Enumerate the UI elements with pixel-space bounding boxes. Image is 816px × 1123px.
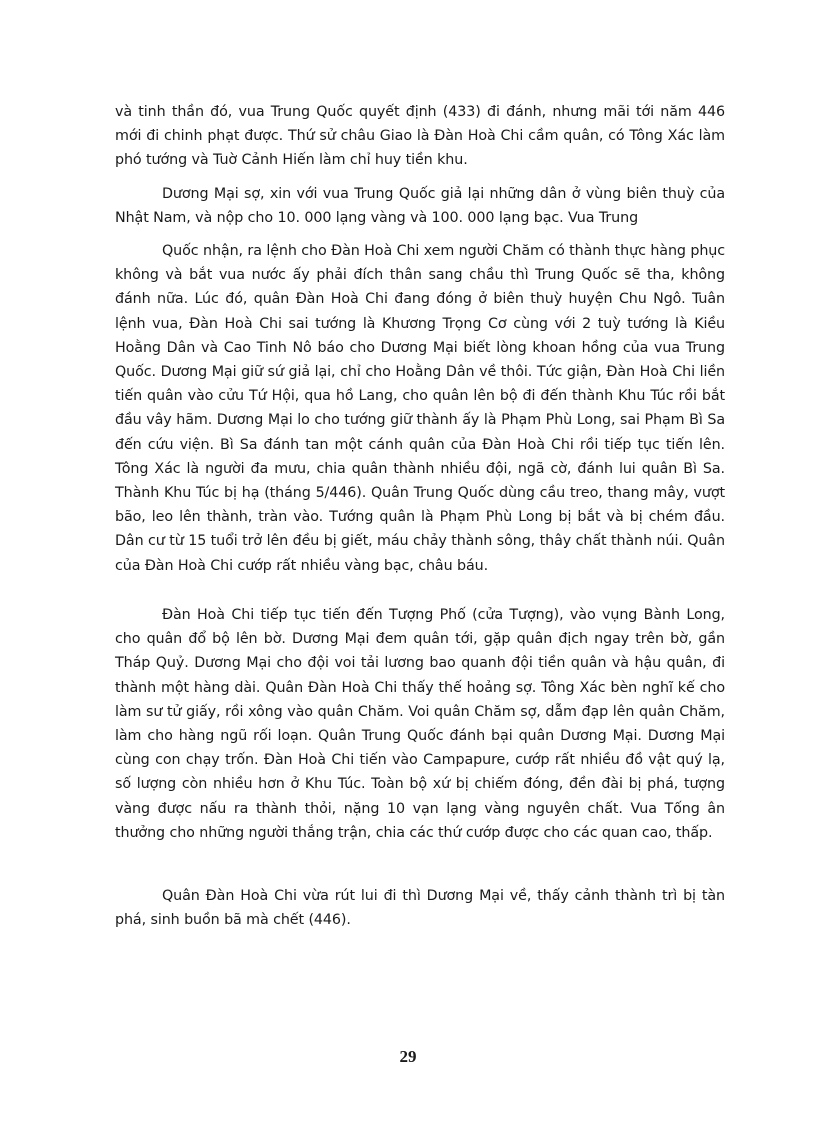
paragraph-5: Quân Đàn Hoà Chi vừa rút lui đi thì Dương Mại về, thấy cảnh thành trì bị tàn phá, sinh buồn bã mà chết (446). [115,888,725,929]
paragraph-2: Dương Mại sợ, xin với vua Trung Quốc giả lại những dân ở vùng biên thuỳ của Nhật Nam, và nộp cho 10. 000 lạng vàng và 100. 000 lạng bạc. Vua Trung [115,186,725,227]
paragraph-block-3 [115,239,725,578]
paragraph-3: Quốc nhận, ra lệnh cho Đàn Hoà Chi xem người Chăm có thành thực hàng phục không và bắt vua nước ấy phải đích thân sang chầu thì Trung Quốc sẽ tha, không đánh nữa. Lúc đó, quân Đàn Hoà Chi đang đóng ở biên thuỳ huyện Chu Ngô. Tuân lệnh vua, Đàn Hoà Chi sai tướng là Khương Trọng Cơ cùng với 2 tuỳ tướng là Kiều Hoằng Dân và Cao Tinh Nô báo cho Dương Mại biết lòng khoan hồng của vua Trung Quốc. Dương Mại giữ sứ giả lại, chỉ cho Hoằng Dân về thôi. Tức giận, Đàn Hoà Chi liền tiến quân vào cửu Tứ Hội, qua hồ Lang, cho quân lên bộ đi đến thành Khu Túc rồi bắt đầu vây hãm. Dương Mại lo cho tướng giữ thành ấy là Phạm Phù Long, sai Phạm Bì Sa đến cứu viện. Bì Sa đánh tan một cánh quân của Đàn Hoà Chi rồi tiếp tục tiến lên. Tông Xác là người đa mưu, chia quân thành nhiều đội, ngã cờ, đánh lui quân Bì Sa. Thành Khu Túc bị hạ (tháng 5/446). Quân Trung Quốc dùng cầu treo, thang mây, vượt bão, leo lên thành, tràn vào. Tướng quân là Phạm Phù Long bị bắt và bị chém đầu. Dân cư từ 15 tuổi trở lên đều bị giết, máu chảy thành sông, thây chất thành núi. Quân của Đàn Hoà Chi cướp rất nhiều vàng bạc, châu báu. [115,243,725,574]
paragraph-block-4 [115,603,725,845]
paragraph-block-5 [115,884,725,932]
paragraph-continuation [115,100,725,173]
paragraph-block-2 [115,182,725,230]
paragraph-1: và tinh thần đó, vua Trung Quốc quyết định (433) đi đánh, nhưng mãi tới năm 446 mới đi chinh phạt được. Thứ sử châu Giao là Đàn Hoà Chi cầm quân, có Tông Xác làm phó tướng và Tuờ Cảnh Hiến làm chỉ huy tiền khu. [115,104,725,169]
paragraph-4: Đàn Hoà Chi tiếp tục tiến đến Tượng Phố (cửa Tượng), vào vụng Bành Long, cho quân đổ bộ lên bờ. Dương Mại đem quân tới, gặp quân địch ngay trên bờ, gần Tháp Quỷ. Dương Mại cho đội voi tải lương bao quanh đội tiền quân và hậu quân, đi thành một hàng dài. Quân Đàn Hoà Chi thấy thế hoảng sợ. Tông Xác bèn nghĩ kế cho làm sư tử giấy, rồi xông vào quân Chăm. Voi quân Chăm sợ, dẫm đạp lên quân Chăm, làm cho hàng ngũ rối loạn. Quân Trung Quốc đánh bại quân Dương Mại. Dương Mại cùng con chạy trốn. Đàn Hoà Chi tiến vào Campapure, cướp rất nhiều đồ vật quý lạ, số lượng còn nhiều hơn ở Khu Túc. Toàn bộ xứ bị chiếm đóng, đền đài bị phá, tượng vàng được nấu ra thành thỏi, nặng 10 vạn lạng vàng nguyên chất. Vua Tống ân thưởng cho những người thắng trận, chia các thứ cướp được cho các quan cao, thấp. [115,607,725,841]
page-number: 29 [399,1047,417,1066]
